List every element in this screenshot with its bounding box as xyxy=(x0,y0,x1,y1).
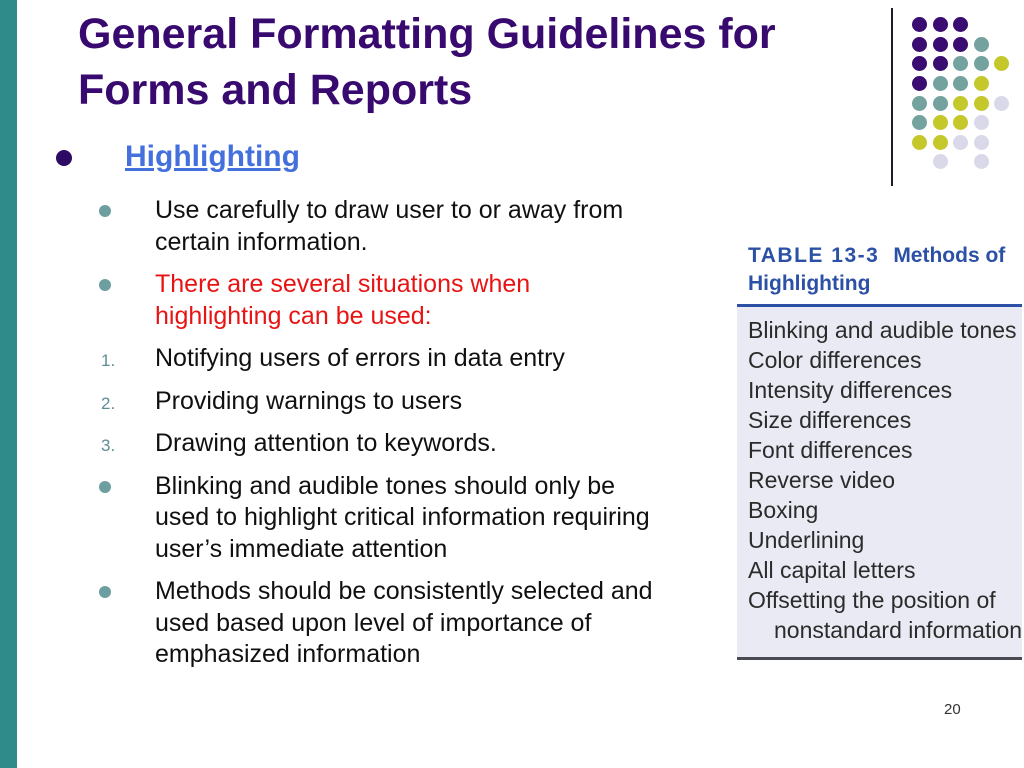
text-line: Providing warnings to users xyxy=(155,386,463,415)
dot-cell xyxy=(933,133,954,153)
bullet-icon xyxy=(99,481,111,493)
page-number: 20 xyxy=(944,701,961,718)
text-line: used based upon level of importance of xyxy=(155,608,592,637)
dot-cell xyxy=(912,54,933,74)
dot-cell xyxy=(933,152,954,172)
dot-cell xyxy=(912,74,933,94)
text-line: user’s immediate attention xyxy=(155,534,448,563)
highlighting-link[interactable]: Highlighting xyxy=(125,140,300,173)
table-row xyxy=(748,555,1020,585)
dot-cell xyxy=(953,54,974,74)
slide-title-line2: Forms and Reports xyxy=(78,66,473,114)
dot-cell xyxy=(933,113,954,133)
table-caption xyxy=(737,234,1022,304)
dot-cell xyxy=(974,74,995,94)
dot-icon xyxy=(933,96,948,111)
dot-cell xyxy=(912,152,933,172)
dot-cell xyxy=(953,152,974,172)
dot-icon xyxy=(994,96,1009,111)
dot-icon xyxy=(912,56,927,71)
table-row xyxy=(748,345,1020,375)
dot-cell xyxy=(974,133,995,153)
dot-icon xyxy=(933,37,948,52)
table-cell-text: Size differences xyxy=(748,407,912,433)
dot-icon xyxy=(953,115,968,130)
numbered-item xyxy=(40,343,730,375)
dot-cell xyxy=(974,152,995,172)
dot-cell xyxy=(912,133,933,153)
dot-cell xyxy=(933,93,954,113)
dot-icon xyxy=(912,17,927,32)
dot-cell xyxy=(994,15,1015,35)
table-row xyxy=(748,585,1023,645)
dot-cell xyxy=(974,93,995,113)
dot-cell xyxy=(974,35,995,55)
table-row xyxy=(748,315,1020,345)
dot-cell xyxy=(994,54,1015,74)
dot-icon xyxy=(953,135,968,150)
dot-icon xyxy=(933,76,948,91)
table-number: TABLE 13-3 xyxy=(748,244,880,267)
bullet-item xyxy=(40,471,730,566)
dot-cell xyxy=(994,93,1015,113)
table-body xyxy=(737,307,1022,660)
table-cell-text: nonstandard information xyxy=(774,617,1023,643)
bullet-icon xyxy=(56,150,72,166)
dot-cell xyxy=(974,15,995,35)
dot-icon xyxy=(974,96,989,111)
dot-cell xyxy=(994,35,1015,55)
text-line: emphasized information xyxy=(155,640,421,668)
dot-icon xyxy=(974,56,989,71)
table-row xyxy=(748,525,1020,555)
dot-icon xyxy=(974,135,989,150)
table-cell-text: Intensity differences xyxy=(748,377,953,403)
table-figure xyxy=(737,234,1022,660)
text-line: highlighting can be used: xyxy=(155,301,432,330)
dot-cell xyxy=(953,74,974,94)
table-caption-line2: Highlighting xyxy=(748,272,871,295)
dot-icon xyxy=(912,115,927,130)
dot-cell xyxy=(933,15,954,35)
table-cell-text: All capital letters xyxy=(748,557,916,583)
dot-cell xyxy=(994,74,1015,94)
numbered-item xyxy=(40,428,730,460)
dot-cell xyxy=(933,35,954,55)
dot-icon xyxy=(933,115,948,130)
dot-icon xyxy=(933,17,948,32)
dot-cell xyxy=(953,113,974,133)
dot-cell xyxy=(953,133,974,153)
dot-icon xyxy=(953,56,968,71)
heading-row xyxy=(40,140,730,184)
decorative-dot-pattern xyxy=(912,15,1015,172)
dot-cell xyxy=(994,133,1015,153)
table-cell-text: Boxing xyxy=(748,497,819,523)
dot-cell xyxy=(912,113,933,133)
dot-icon xyxy=(912,135,927,150)
slide-title xyxy=(78,6,893,118)
dot-icon xyxy=(933,56,948,71)
table-row xyxy=(748,405,1020,435)
dot-cell xyxy=(953,15,974,35)
dot-icon xyxy=(933,135,948,150)
dot-cell xyxy=(933,74,954,94)
table-cell-text: Font differences xyxy=(748,437,913,463)
dot-icon xyxy=(953,37,968,52)
number-label: 3. xyxy=(101,436,116,455)
dot-icon xyxy=(974,154,989,169)
dot-cell xyxy=(933,54,954,74)
table-cell-text: Color differences xyxy=(748,347,922,373)
dot-cell xyxy=(953,35,974,55)
table-row xyxy=(748,375,1020,405)
table-cell-text: Blinking and audible tones xyxy=(748,317,1017,343)
text-line: Methods should be consistently selected and xyxy=(155,577,653,605)
dot-cell xyxy=(994,152,1015,172)
number-label: 2. xyxy=(101,393,116,413)
bullet-list xyxy=(40,195,730,671)
numbered-item xyxy=(40,386,730,418)
bullet-item xyxy=(40,195,730,258)
table-row xyxy=(748,465,1020,495)
bullet-item xyxy=(40,576,730,671)
text-line: There are several situations when xyxy=(155,270,531,298)
text-line: Drawing attention to keywords. xyxy=(155,429,497,457)
dot-icon xyxy=(912,37,927,52)
table-row xyxy=(748,435,1020,465)
dot-cell xyxy=(994,113,1015,133)
dot-icon xyxy=(974,37,989,52)
dot-icon xyxy=(953,76,968,91)
dot-cell xyxy=(974,113,995,133)
table-cell-text: Offsetting the position of xyxy=(748,587,996,613)
number-label: 1. xyxy=(101,351,116,370)
text-line: Use carefully to draw user to or away from xyxy=(155,196,624,224)
dot-cell xyxy=(974,54,995,74)
dot-icon xyxy=(912,76,927,91)
text-line: certain information. xyxy=(155,227,368,256)
title-divider-line xyxy=(891,8,893,186)
bullet-item xyxy=(40,269,730,332)
text-line: Notifying users of errors in data entry xyxy=(155,344,565,372)
accent-bar xyxy=(0,0,17,768)
text-line: Blinking and audible tones should only be xyxy=(155,471,616,500)
dot-icon xyxy=(974,115,989,130)
content-area xyxy=(40,140,730,682)
dot-cell xyxy=(912,15,933,35)
bullet-icon xyxy=(99,205,111,217)
bullet-icon xyxy=(99,279,111,291)
bullet-icon xyxy=(99,586,111,598)
text-line: used to highlight critical information requiring xyxy=(155,503,650,531)
dot-icon xyxy=(912,96,927,111)
dot-icon xyxy=(953,96,968,111)
dot-icon xyxy=(953,17,968,32)
dot-cell xyxy=(912,93,933,113)
dot-cell xyxy=(953,93,974,113)
dot-icon xyxy=(994,56,1009,71)
slide-title-line1: General Formatting Guidelines for xyxy=(78,10,776,58)
table-caption-text: Methods of xyxy=(893,244,1006,267)
dot-icon xyxy=(933,154,948,169)
table-cell-text: Underlining xyxy=(748,527,865,553)
dot-cell xyxy=(912,35,933,55)
table-cell-text: Reverse video xyxy=(748,467,896,493)
dot-icon xyxy=(974,76,989,91)
table-row xyxy=(748,495,1020,525)
table-caption-line1 xyxy=(748,242,1022,270)
